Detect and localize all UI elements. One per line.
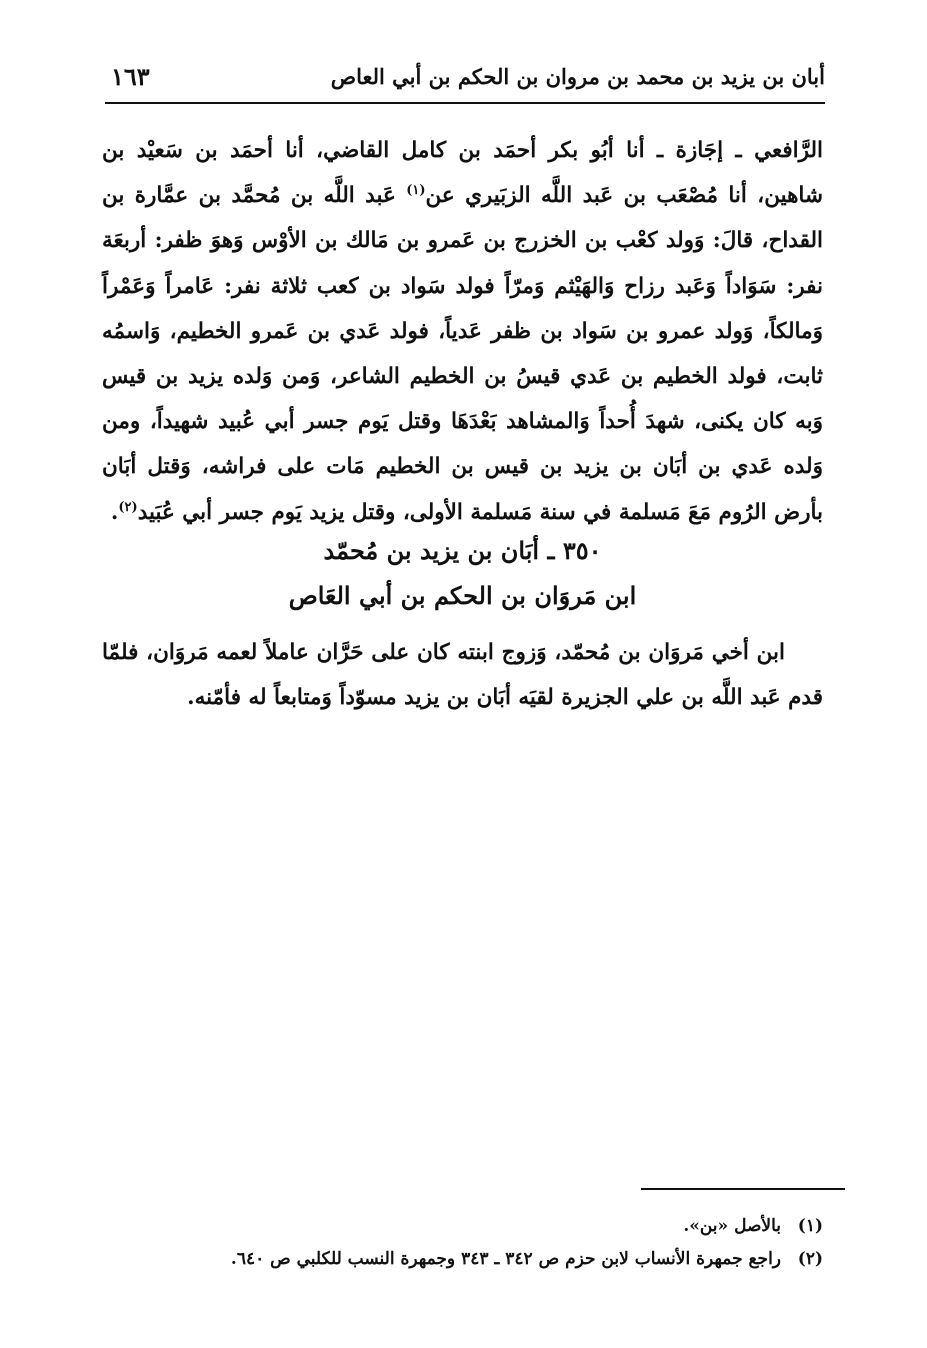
body-text-part-2: عَبد اللَّه بن مُحمَّد بن عمَّارة بن القداح، قالَ: وَولد كعْب بن الخزرج بن عَمرو بن مَالك بن الأوْس وَهوَ ظفر: أربعَة نفر: سَوَاداً وَعَبد رزاح وَالهَيْثم وَمرّاً فولد سَواد بن كعب ثلاثة نفر: عَامراً وَعَمْراً وَمالكاً، وَولد عمرو بن سَواد بن ظفر عَدياً، فولد عَدي بن عَمرو الخطيم، وَاسمُه ثابت، فولد الخطيم بن عَدي قيسُ بن الخطيم الشاعر، وَمن وَلده يزيد بن قيس وَبه كان يكنى، شهدَ أُحداً وَالمشاهد بَعْدَهَا وقتل يَوم جسر أبي عُبيد شهيداً، ومن وَلده عَدي بن أبَان بن يزيد بن قيس بن الخطيم مَات على فراشه، وَقتل أبَان بأرض الرُوم مَعَ مَسلمة في سنة مَسلمة الأولى، وقتل يزيد يَوم جسر أبي عُبَيد — [102, 183, 823, 525]
footnote-text: راجع جمهرة الأنساب لابن حزم ص ٣٤٢ ـ ٣٤٣ وجمهرة النسب للكلبي ص ٦٤٠. — [230, 1249, 781, 1269]
entry-heading-line-1: ٣٥٠ ـ أبَان بن يزيد بن مُحمّد — [323, 536, 602, 565]
footnotes — [102, 1210, 823, 1276]
footnote-rule — [641, 1188, 845, 1190]
footnote-number: (٢) — [797, 1249, 823, 1269]
entry-heading-line-2: ابن مَروَان بن الحكم بن أبي العَاص — [288, 581, 637, 610]
page-number: ١٦٣ — [111, 62, 150, 91]
footnote-text: بالأصل «بن». — [683, 1216, 781, 1236]
running-title: أبان بن يزيد بن محمد بن مروان بن الحكم بن أبي العاص — [330, 64, 825, 89]
footnote-ref-1: (١) — [406, 183, 426, 199]
entry-heading — [102, 528, 823, 618]
header-rule — [105, 102, 825, 104]
footnote-1 — [102, 1210, 823, 1243]
page-header — [105, 60, 825, 104]
body-text-part-3: . — [110, 499, 119, 525]
entry-text: ابن أخي مَروَان بن مُحمّد، وَزوج ابنته كان على حَرَّان عاملاً لعمه مَروَان، فلمّا قدم عَبد اللَّه بن علي الجزيرة لقيَه أبَان بن يزيد مسوّداً وَمتابعاً له فأمّنه. — [102, 640, 823, 710]
body-paragraph — [102, 128, 823, 535]
entry-body — [102, 630, 823, 720]
footnote-2 — [102, 1243, 823, 1276]
body-text-part-1: الرَّافعي ـ إجَازة ـ أنا أبُو بكر أحمَد بن كامل القاضي، أنا أحمَد بن سَعيْد بن شاهين، أنا مُصْعَب بن عَبد اللَّه الزبَيري عن — [102, 138, 823, 209]
body-text — [102, 128, 823, 535]
footnote-number: (١) — [797, 1216, 823, 1236]
footnote-ref-2: (٢) — [118, 499, 138, 515]
